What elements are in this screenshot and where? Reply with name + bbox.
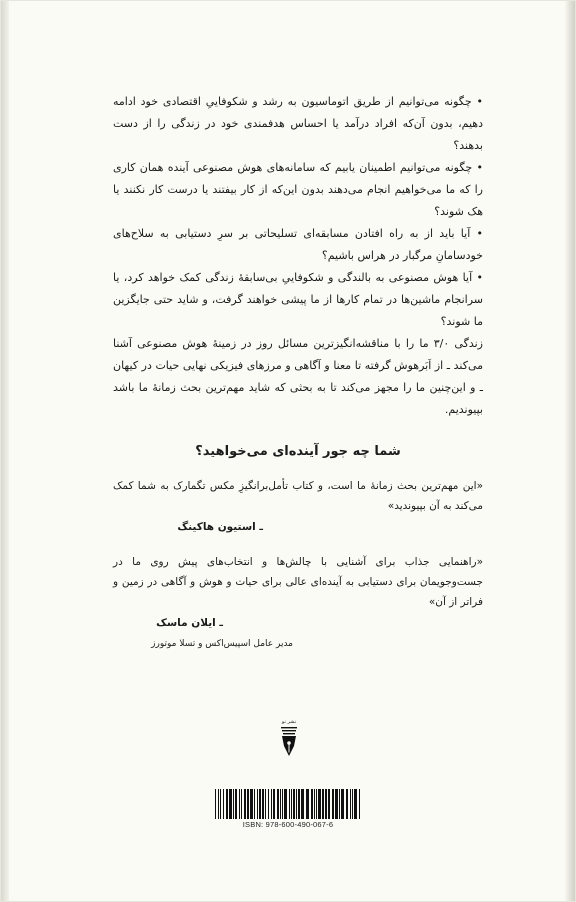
bullet-question-1: • چگونه می‌توانیم از طریق اتوماسیون به رشد و شکوفاییِ اقتصادی خود ادامه دهیم، بدون آن‌که افراد درآمد یا احساس هدفمندی خود در زندگی را از دست بدهند؟ xyxy=(113,95,483,152)
barcode-bar xyxy=(350,789,351,819)
isbn-number: ISBN: 978-600-490-067-6 xyxy=(242,820,334,829)
barcode-bar xyxy=(229,789,232,819)
barcode-bar xyxy=(282,789,283,819)
pen-nib-logo-icon xyxy=(277,719,301,759)
barcode-bar xyxy=(335,789,338,819)
barcode-bar xyxy=(291,789,292,819)
summary-paragraph: زندگی ۳/۰ ما را با مناقشه‌انگیزترین مسائل روز در زمینهٔ هوش مصنوعی آشنا می‌کند ـ از اَبَرهوش گرفته تا معنا و آگاهی و مرزهای فیزیکی نهایی حیات در کیهان ـ و این‌چنین ما را مجهز می‌کند تا به بحثی که شاید مهم‌ترین بحث زمانهٔ ما باشد بپیوندیم. xyxy=(113,337,483,416)
barcode-bar xyxy=(328,789,330,819)
barcode-bar xyxy=(226,789,228,819)
cover-text-block xyxy=(113,91,483,652)
barcode-bar xyxy=(265,789,266,819)
barcode-bar xyxy=(332,789,334,819)
barcode-bar xyxy=(268,789,269,819)
barcode-bar xyxy=(359,789,360,819)
barcode-bar xyxy=(273,789,275,819)
bullet-question-4: • آیا هوش مصنوعی به بالندگی و شکوفاییِ بی‌سابقهٔ زندگی کمک خواهد کرد، یا سرانجام ماشین‌ها در تمام کارها از ما پیشی خواهند گرفت، و شاید حتی جایگزین ما شوند؟ xyxy=(113,271,483,328)
barcode-bar xyxy=(277,789,279,819)
barcode-bar xyxy=(271,789,272,819)
barcode-bar xyxy=(284,789,287,819)
quote-author-musk-title: مدیر عامل اسپیس‌اکس و تسلا موتورز xyxy=(151,639,293,649)
quote-musk: «راهنمایی جذاب برای آشنایی با چالش‌ها و انتخاب‌های پیش روی ما در جست‌وجویمان برای دستیابی به آینده‌ای عالی برای حیات و هوش و آگاهی در زمین و فراتر از آن» xyxy=(113,556,483,608)
quote-author-hawking: ـ استیون هاکینگ xyxy=(177,521,263,533)
barcode-bar xyxy=(322,789,324,819)
barcode-bar xyxy=(316,789,317,819)
bullet-question-3: • آیا باید از به راه افتادن مسابقه‌ای تسلیحاتی بر سرِ دستیابی به سلاح‌های خودسامانِ مرگبار در هراس باشیم؟ xyxy=(113,227,483,262)
barcode-bar xyxy=(244,789,246,819)
barcode-bar xyxy=(293,789,295,819)
barcode-bar xyxy=(239,789,240,819)
barcode-bar xyxy=(339,789,340,819)
section-heading: شما چه جور آینده‌ای می‌خواهید؟ xyxy=(195,444,401,459)
barcode-bar xyxy=(262,789,264,819)
barcode-bar xyxy=(314,789,315,819)
barcode-bar xyxy=(280,789,281,819)
cover-left-edge xyxy=(1,1,9,901)
barcode-bar xyxy=(325,789,327,819)
publisher-logo-text: نشر نو xyxy=(281,719,297,725)
barcode-bar xyxy=(241,789,242,819)
barcode-bar xyxy=(223,789,224,819)
barcode-bar xyxy=(289,789,290,819)
barcode-bar xyxy=(301,789,304,819)
barcode-bar xyxy=(311,789,313,819)
barcode-bar xyxy=(250,789,253,819)
barcode-bar xyxy=(352,789,353,819)
bullet-question-2: • چگونه می‌توانیم اطمینان یابیم که سامانه‌های هوش مصنوعی آینده همان کاری را که ما می‌خواهیم انجام می‌دهند بدون این‌که از کار بیفتند یا درست کار نکنند یا هک شوند؟ xyxy=(113,161,483,218)
barcode-bar xyxy=(235,789,237,819)
barcode-bar xyxy=(296,789,297,819)
barcode-bar xyxy=(346,789,348,819)
quote-hawking: «این مهم‌ترین بحث زمانهٔ ما است، و کتاب تأمل‌برانگیزِ مکس تگمارک به شما کمک می‌کند به آن بپیوندید» xyxy=(113,480,483,512)
barcode-icon xyxy=(213,789,363,819)
barcode-bar xyxy=(254,789,255,819)
barcode-bar xyxy=(259,789,261,819)
barcode-bar xyxy=(318,789,321,819)
barcode-bar xyxy=(215,789,216,819)
barcode-bar xyxy=(220,789,221,819)
barcode-bar xyxy=(233,789,234,819)
pen-nib-logo-graphic xyxy=(277,719,301,759)
cover-right-edge xyxy=(565,1,575,901)
barcode-bar xyxy=(306,789,309,819)
barcode-bar xyxy=(298,789,300,819)
barcode-bar xyxy=(247,789,249,819)
quote-author-musk: ـ ایلان ماسک xyxy=(156,617,223,629)
barcode-bar xyxy=(354,789,357,819)
barcode-bar xyxy=(341,789,344,819)
barcode-bar xyxy=(257,789,258,819)
barcode-bar xyxy=(218,789,219,819)
